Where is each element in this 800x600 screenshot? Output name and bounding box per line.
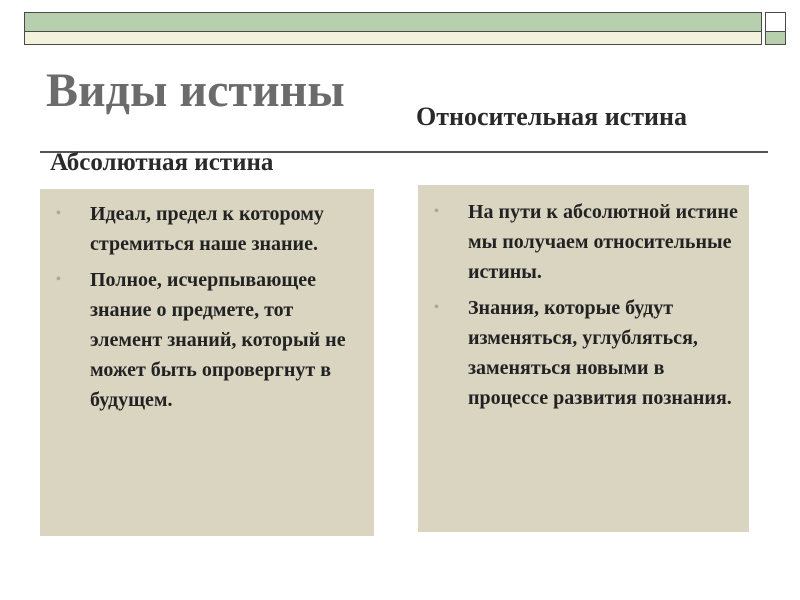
relative-truth-heading: Относительная истина [416, 102, 687, 131]
corner-square-bottom [765, 32, 786, 45]
corner-square-top [765, 12, 786, 32]
top-decor-bar [24, 12, 786, 46]
list-item [434, 293, 741, 413]
list-item-text: На пути к абсолютной истине мы получаем относительные истины. [468, 201, 738, 283]
relative-truth-panel [418, 185, 749, 532]
absolute-truth-list [56, 199, 366, 415]
bullet-icon: • [56, 272, 61, 287]
list-item-text: Знания, которые будут изменяться, углубляться, заменяться новыми в процессе развития познания. [468, 297, 732, 409]
top-bar-cream [24, 32, 762, 45]
list-item-text: Идеал, предел к которому стремиться наше знание. [90, 203, 324, 255]
top-bar-green [24, 12, 762, 32]
bullet-icon: • [434, 204, 439, 219]
absolute-truth-heading: Абсолютная истина [50, 149, 274, 176]
list-item-text: Полное, исчерпывающее знание о предмете, тот элемент знаний, который не может быть опровергнут в будущем. [90, 269, 346, 411]
list-item [56, 265, 366, 415]
relative-truth-list [434, 197, 741, 413]
absolute-truth-panel [40, 189, 374, 536]
list-item [434, 197, 741, 287]
slide-title: Виды истины [46, 64, 345, 117]
bullet-icon: • [434, 300, 439, 315]
bullet-icon: • [56, 206, 61, 221]
list-item [56, 199, 366, 259]
